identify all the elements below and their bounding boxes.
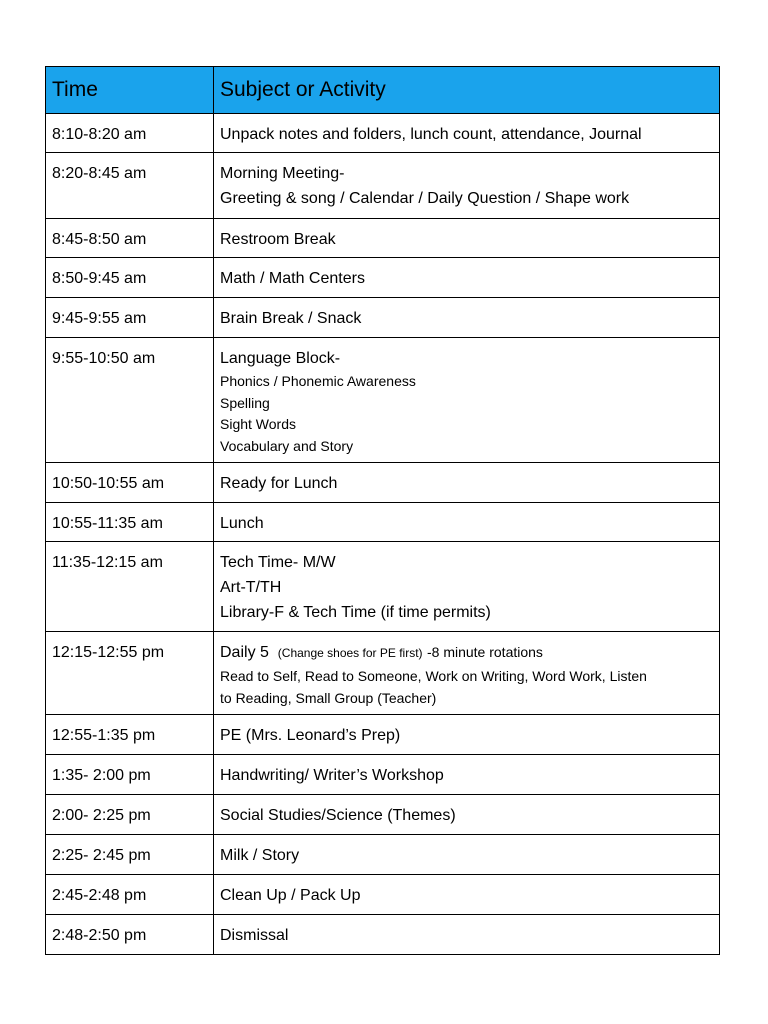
activity-line: Art-T/TH [220, 579, 282, 596]
time-cell: 10:55-11:35 am [46, 503, 214, 542]
table-row [46, 503, 720, 542]
activity-cell [214, 153, 720, 219]
activity-cell: Milk / Story [214, 835, 720, 875]
time-cell: 12:15-12:55 pm [46, 632, 214, 715]
table-row [46, 755, 720, 795]
activity-cell: Restroom Break [214, 219, 720, 258]
time-cell: 9:45-9:55 am [46, 298, 214, 338]
activity-cell: Dismissal [214, 915, 720, 955]
table-header-row [46, 67, 720, 114]
activity-column-header: Subject or Activity [214, 67, 720, 114]
time-cell: 10:50-10:55 am [46, 463, 214, 503]
table-row [46, 875, 720, 915]
activity-title: Morning Meeting- [220, 165, 345, 182]
table-row [46, 542, 720, 632]
activity-cell [214, 542, 720, 632]
activity-line: Library-F & Tech Time (if time permits) [220, 604, 491, 621]
table-row [46, 114, 720, 153]
activity-cell: Math / Math Centers [214, 258, 720, 298]
time-cell: 2:25- 2:45 pm [46, 835, 214, 875]
schedule-table [45, 66, 720, 955]
time-cell: 8:20-8:45 am [46, 153, 214, 219]
activity-cell: Handwriting/ Writer’s Workshop [214, 755, 720, 795]
activity-note: (Change shoes for PE first) [277, 646, 423, 660]
table-row [46, 258, 720, 298]
activity-title: Daily 5 [220, 644, 269, 661]
activity-cell: Brain Break / Snack [214, 298, 720, 338]
table-row [46, 715, 720, 755]
time-cell: 12:55-1:35 pm [46, 715, 214, 755]
table-row [46, 835, 720, 875]
activity-line: Greeting & song / Calendar / Daily Question / Shape work [220, 190, 630, 207]
activity-detail: Phonics / Phonemic Awareness [220, 373, 416, 389]
time-cell: 2:00- 2:25 pm [46, 795, 214, 835]
time-cell: 2:48-2:50 pm [46, 915, 214, 955]
table-row [46, 915, 720, 955]
table-row [46, 795, 720, 835]
activity-title: Tech Time- M/W [220, 554, 336, 571]
time-cell: 8:45-8:50 am [46, 219, 214, 258]
activity-cell: PE (Mrs. Leonard’s Prep) [214, 715, 720, 755]
table-row [46, 298, 720, 338]
table-row [46, 153, 720, 219]
activity-cell [214, 338, 720, 463]
activity-note-after: -8 minute rotations [426, 644, 543, 660]
time-cell: 8:10-8:20 am [46, 114, 214, 153]
table-row [46, 338, 720, 463]
time-cell: 1:35- 2:00 pm [46, 755, 214, 795]
activity-cell: Unpack notes and folders, lunch count, attendance, Journal [214, 114, 720, 153]
time-cell: 8:50-9:45 am [46, 258, 214, 298]
table-row [46, 219, 720, 258]
time-cell: 11:35-12:15 am [46, 542, 214, 632]
activity-detail: Sight Words [220, 416, 296, 432]
activity-title-line [220, 640, 713, 666]
activity-detail: Spelling [220, 394, 270, 411]
activity-cell: Clean Up / Pack Up [214, 875, 720, 915]
time-cell: 9:55-10:50 am [46, 338, 214, 463]
activity-title: Language Block- [220, 350, 341, 367]
activity-cell: Social Studies/Science (Themes) [214, 795, 720, 835]
activity-detail: Vocabulary and Story [220, 437, 354, 454]
table-row [46, 463, 720, 503]
table-row [46, 632, 720, 715]
time-cell: 2:45-2:48 pm [46, 875, 214, 915]
activity-cell: Lunch [214, 503, 720, 542]
activity-cell [214, 632, 720, 715]
time-column-header: Time [46, 67, 214, 114]
activity-detail: to Reading, Small Group (Teacher) [220, 689, 437, 706]
activity-detail: Read to Self, Read to Someone, Work on Writing, Word Work, Listen [220, 668, 647, 684]
activity-cell: Ready for Lunch [214, 463, 720, 503]
